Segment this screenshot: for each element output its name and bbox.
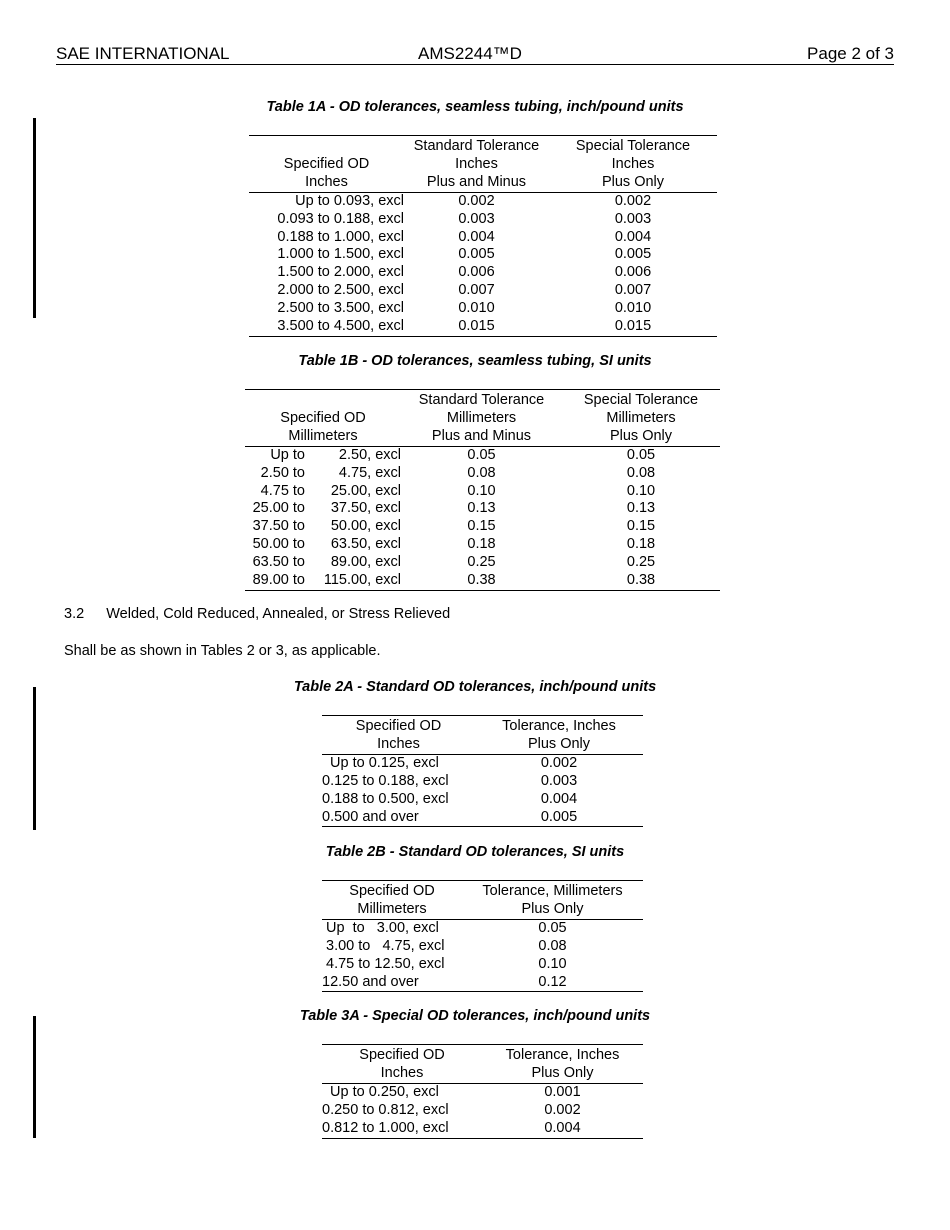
table-row <box>245 572 720 590</box>
table-row <box>322 938 643 956</box>
od-range-start-cell: 50.00 to <box>252 536 305 553</box>
section-body: Shall be as shown in Tables 2 or 3, as applicable. <box>64 643 381 659</box>
table-1b-header-cell: Millimeters <box>446 409 517 426</box>
tolerance-cell: 0.004 <box>540 790 578 807</box>
table-row <box>322 1102 643 1120</box>
od-range-end-cell: 2.50, excl <box>338 446 401 463</box>
special-tolerance-cell: 0.15 <box>626 518 656 535</box>
special-tolerance-cell: 0.18 <box>626 536 656 553</box>
standard-tolerance-cell: 0.25 <box>467 554 496 571</box>
standard-tolerance-cell: 0.007 <box>458 282 495 299</box>
od-range-cell: Up to 0.125, excl <box>322 754 439 771</box>
section-title: Welded, Cold Reduced, Annealed, or Stress Relieved <box>106 606 451 622</box>
od-range-start-cell: 37.50 to <box>252 518 305 535</box>
od-range-end-cell: 63.50, excl <box>330 536 401 553</box>
table-1a-header-cell: Specified OD <box>283 155 370 172</box>
header-document-id: AMS2244™D <box>418 44 522 63</box>
standard-tolerance-cell: 0.15 <box>467 518 496 535</box>
table-row <box>249 192 717 210</box>
table-2a <box>322 715 643 827</box>
standard-tolerance-cell: 0.015 <box>404 318 549 336</box>
tolerance-cell: 0.001 <box>544 1083 581 1100</box>
table-2a-header-cell: Plus Only <box>475 736 643 754</box>
table-1b-header-cell: Plus and Minus <box>401 428 562 446</box>
table-row <box>249 211 717 229</box>
table-1b-header-cell: Millimeters <box>606 409 676 426</box>
od-range-end-cell: 4.75, excl <box>338 464 401 481</box>
tolerance-cell: 0.002 <box>544 1101 581 1118</box>
table-1a-header-cell: Inches <box>611 155 655 172</box>
table-row <box>322 956 643 974</box>
table-3a-header-cell: Specified OD <box>322 1045 482 1065</box>
od-range-cell: 0.812 to 1.000, excl <box>322 1120 482 1138</box>
table-1b-header-cell: Special Tolerance <box>562 390 720 410</box>
od-range-cell: 2.000 to 2.500, excl <box>277 282 404 299</box>
page-header <box>56 44 894 65</box>
special-tolerance-cell: 0.015 <box>549 318 717 336</box>
special-tolerance-cell: 0.002 <box>614 192 652 209</box>
special-tolerance-cell: 0.006 <box>614 264 652 281</box>
table-row <box>245 465 720 483</box>
table-3a-header-cell: Plus Only <box>482 1065 643 1083</box>
table-2a-header-cell: Specified OD <box>322 716 475 736</box>
special-tolerance-cell: 0.25 <box>626 554 656 571</box>
tolerance-cell: 0.12 <box>462 974 643 992</box>
table-row <box>245 483 720 501</box>
od-range-cell: 2.500 to 3.500, excl <box>277 300 404 317</box>
od-range-cell: 1.500 to 2.000, excl <box>277 264 404 281</box>
table-2a-header-cell: Tolerance, Inches <box>475 716 643 736</box>
table-1a-header-cell: Special Tolerance <box>549 136 717 156</box>
table-1b-header-cell: Plus Only <box>562 428 720 446</box>
special-tolerance-cell: 0.08 <box>626 464 656 481</box>
special-tolerance-cell: 0.003 <box>614 210 652 227</box>
table-1a-caption: Table 1A - OD tolerances, seamless tubing, inch/pound units <box>266 99 684 115</box>
table-3a-header-cell: Inches <box>322 1065 482 1083</box>
standard-tolerance-cell: 0.003 <box>458 210 495 227</box>
od-range-start-cell: Up to <box>270 446 305 463</box>
tolerance-cell: 0.003 <box>540 772 578 789</box>
table-row <box>245 554 720 572</box>
special-tolerance-cell: 0.010 <box>614 300 652 317</box>
special-tolerance-cell: 0.05 <box>626 446 656 463</box>
header-organization: SAE INTERNATIONAL <box>56 44 230 63</box>
table-1a-header-cell: Standard Tolerance <box>404 136 549 156</box>
od-range-cell: 3.00 to 4.75, excl <box>322 937 445 954</box>
table-2b-header-cell: Tolerance, Millimeters <box>462 881 643 901</box>
standard-tolerance-cell: 0.002 <box>458 192 495 209</box>
tolerance-cell: 0.05 <box>538 919 567 936</box>
od-range-cell: 3.500 to 4.500, excl <box>249 318 404 336</box>
standard-tolerance-cell: 0.010 <box>458 300 495 317</box>
table-row <box>245 518 720 536</box>
header-page-number: Page 2 of 3 <box>807 44 894 63</box>
od-range-end-cell: 25.00, excl <box>330 482 401 499</box>
special-tolerance-cell: 0.004 <box>614 228 652 245</box>
tolerance-cell: 0.002 <box>540 754 578 771</box>
standard-tolerance-cell: 0.38 <box>401 572 562 590</box>
od-range-cell: 0.125 to 0.188, excl <box>322 772 449 789</box>
standard-tolerance-cell: 0.005 <box>458 246 495 263</box>
table-row <box>322 754 643 772</box>
revision-change-bar <box>33 118 36 318</box>
table-2b-header-cell: Specified OD <box>322 881 462 901</box>
table-row <box>249 229 717 247</box>
od-range-cell: 0.188 to 1.000, excl <box>277 228 404 245</box>
table-2a-header-cell: Inches <box>322 736 475 754</box>
od-range-cell: Up to 0.093, excl <box>295 192 404 209</box>
od-range-cell: 0.188 to 0.500, excl <box>322 790 449 807</box>
od-range-end-cell: 89.00, excl <box>330 554 401 571</box>
standard-tolerance-cell: 0.006 <box>458 264 495 281</box>
od-range-end-cell: 115.00, excl <box>305 572 401 590</box>
table-1b-caption: Table 1B - OD tolerances, seamless tubing, SI units <box>298 353 652 369</box>
table-row <box>249 246 717 264</box>
table-row <box>249 282 717 300</box>
od-range-cell: 1.000 to 1.500, excl <box>277 246 404 263</box>
table-2b-header-cell: Millimeters <box>322 901 462 919</box>
revision-change-bar <box>33 1016 36 1138</box>
od-range-start-cell: 25.00 to <box>252 500 305 517</box>
od-range-cell: 0.093 to 0.188, excl <box>277 210 404 227</box>
table-row <box>249 318 717 336</box>
special-tolerance-cell: 0.38 <box>562 572 720 590</box>
table-row <box>322 791 643 809</box>
section-heading <box>64 606 450 622</box>
table-row <box>322 1120 643 1138</box>
table-2b-caption: Table 2B - Standard OD tolerances, SI units <box>325 844 625 860</box>
revision-change-bar <box>33 687 36 830</box>
tolerance-cell: 0.005 <box>475 809 643 827</box>
table-row <box>322 919 643 937</box>
special-tolerance-cell: 0.13 <box>626 500 656 517</box>
table-row <box>322 1083 643 1101</box>
od-range-cell: 12.50 and over <box>322 974 462 992</box>
table-row <box>322 974 643 992</box>
od-range-end-cell: 37.50, excl <box>330 500 401 517</box>
table-row <box>249 300 717 318</box>
table-1b-header-cell <box>245 390 401 410</box>
od-range-start-cell: 2.50 to <box>260 464 305 481</box>
table-2b-header-cell: Plus Only <box>462 901 643 919</box>
od-range-start-cell: 4.75 to <box>260 482 305 499</box>
od-range-cell: Up to 0.250, excl <box>322 1083 439 1100</box>
table-row <box>245 536 720 554</box>
table-1b-header-cell: Standard Tolerance <box>401 390 562 410</box>
table-2b <box>322 880 643 992</box>
table-3a <box>322 1044 643 1139</box>
standard-tolerance-cell: 0.18 <box>467 536 496 553</box>
od-range-cell: 0.500 and over <box>322 809 475 827</box>
special-tolerance-cell: 0.005 <box>614 246 652 263</box>
od-range-start-cell: 89.00 to <box>245 572 305 590</box>
od-range-start-cell: 63.50 to <box>252 554 305 571</box>
table-1b <box>245 389 720 591</box>
standard-tolerance-cell: 0.10 <box>467 482 496 499</box>
special-tolerance-cell: 0.007 <box>614 282 652 299</box>
special-tolerance-cell: 0.10 <box>626 482 656 499</box>
section-number: 3.2 <box>64 606 85 622</box>
table-1a-header-cell: Plus and Minus <box>404 174 549 192</box>
table-3a-caption: Table 3A - Special OD tolerances, inch/pound units <box>299 1008 651 1024</box>
table-1b-header-cell: Millimeters <box>245 428 401 446</box>
standard-tolerance-cell: 0.05 <box>467 446 496 463</box>
standard-tolerance-cell: 0.08 <box>467 464 496 481</box>
tolerance-cell: 0.08 <box>538 937 567 954</box>
table-2a-caption: Table 2A - Standard OD tolerances, inch/pound units <box>293 679 657 695</box>
table-row <box>322 773 643 791</box>
table-1a <box>249 135 717 337</box>
od-range-end-cell: 50.00, excl <box>330 518 401 535</box>
od-range-cell: Up to 3.00, excl <box>322 919 439 936</box>
table-1a-header-cell: Plus Only <box>549 174 717 192</box>
standard-tolerance-cell: 0.004 <box>458 228 495 245</box>
tolerance-cell: 0.10 <box>538 955 567 972</box>
table-3a-header-cell: Tolerance, Inches <box>482 1045 643 1065</box>
table-row <box>322 809 643 827</box>
table-row <box>245 446 720 464</box>
table-1a-header-cell: Inches <box>249 174 404 192</box>
table-1a-header-cell: Inches <box>455 155 498 172</box>
table-row <box>249 264 717 282</box>
table-1a-header-cell <box>249 136 404 156</box>
table-row <box>245 500 720 518</box>
od-range-cell: 4.75 to 12.50, excl <box>322 955 445 972</box>
table-1b-header-cell: Specified OD <box>280 409 366 426</box>
od-range-cell: 0.250 to 0.812, excl <box>322 1101 449 1118</box>
standard-tolerance-cell: 0.13 <box>467 500 496 517</box>
tolerance-cell: 0.004 <box>482 1120 643 1138</box>
